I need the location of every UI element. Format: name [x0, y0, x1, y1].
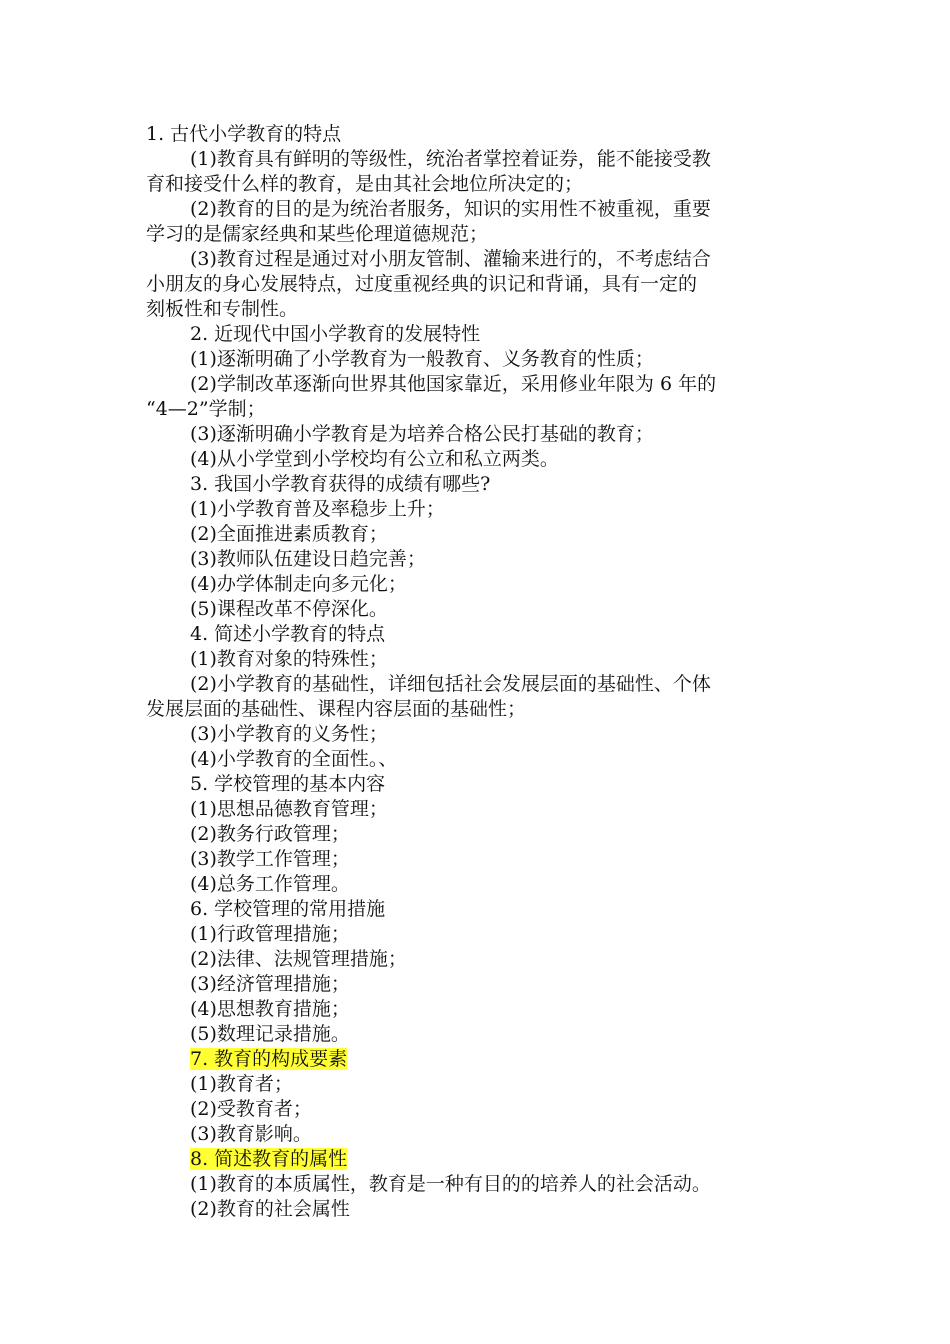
- line-text: (1)行政管理措施；: [190, 923, 350, 945]
- text-line: [146, 647, 811, 672]
- line-text: (4)小学教育的全面性。、: [190, 748, 398, 770]
- text-line: [146, 947, 811, 972]
- text-line: [146, 772, 811, 797]
- line-text: 小朋友的身心发展特点，过度重视经典的识记和背诵，具有一定的: [146, 273, 698, 295]
- line-text: (1)逐渐明确了小学教育为一般教育、义务教育的性质；: [190, 348, 654, 370]
- text-line: [146, 1172, 811, 1197]
- text-line: [146, 347, 811, 372]
- line-text: (3)教师队伍建设日趋完善；: [190, 548, 426, 570]
- line-text: (1)教育具有鲜明的等级性，统治者掌控着证券，能不能接受教: [190, 148, 711, 170]
- line-text: (2)受教育者；: [190, 1098, 312, 1120]
- text-line: [146, 672, 811, 697]
- line-text: 3. 我国小学教育获得的成绩有哪些?: [190, 473, 491, 495]
- line-text: 6. 学校管理的常用措施: [190, 898, 386, 920]
- line-text: 7. 教育的构成要素: [190, 1048, 348, 1070]
- text-line: [146, 222, 811, 247]
- line-text: (2)教育的社会属性: [190, 1198, 350, 1220]
- text-line: [146, 797, 811, 822]
- text-line: [146, 247, 811, 272]
- line-text: “4—2”学制；: [146, 398, 266, 420]
- line-text: 1. 古代小学教育的特点: [146, 123, 342, 145]
- text-line: [146, 322, 811, 347]
- line-text: 2. 近现代中国小学教育的发展特性: [190, 323, 481, 345]
- document-page: [146, 122, 811, 1222]
- line-text: 育和接受什么样的教育，是由其社会地位所决定的；: [146, 173, 584, 195]
- text-line: [146, 1022, 811, 1047]
- text-line: [146, 122, 811, 147]
- line-text: 5. 学校管理的基本内容: [190, 773, 386, 795]
- text-line: [146, 1097, 811, 1122]
- text-line: [146, 447, 811, 472]
- text-line: [146, 747, 811, 772]
- line-text: 4. 简述小学教育的特点: [190, 623, 386, 645]
- line-text: (2)教育的目的是为统治者服务，知识的实用性不被重视，重要: [190, 198, 711, 220]
- highlighted-heading-line: [146, 1047, 811, 1072]
- text-line: [146, 272, 811, 297]
- line-text: (2)法律、法规管理措施；: [190, 948, 407, 970]
- text-line: [146, 822, 811, 847]
- text-line: [146, 922, 811, 947]
- line-text: (3)教学工作管理；: [190, 848, 350, 870]
- text-line: [146, 497, 811, 522]
- text-line: [146, 722, 811, 747]
- line-text: (1)小学教育普及率稳步上升；: [190, 498, 445, 520]
- line-text: (1)教育的本质属性，教育是一种有目的的培养人的社会活动。: [190, 1173, 711, 1195]
- line-text: (2)全面推进素质教育；: [190, 523, 388, 545]
- line-text: 学习的是儒家经典和某些伦理道德规范；: [146, 223, 489, 245]
- text-line: [146, 472, 811, 497]
- line-text: (3)教育过程是通过对小朋友管制、灌输来进行的，不考虑结合: [190, 248, 711, 270]
- line-text: (1)思想品德教育管理；: [190, 798, 388, 820]
- line-text: (1)教育者；: [190, 1073, 293, 1095]
- text-line: [146, 397, 811, 422]
- line-text: (1)教育对象的特殊性；: [190, 648, 388, 670]
- text-line: [146, 622, 811, 647]
- line-text: (3)小学教育的义务性；: [190, 723, 388, 745]
- line-text: (2)教务行政管理；: [190, 823, 350, 845]
- line-text: (5)课程改革不停深化。: [190, 598, 388, 620]
- text-line: [146, 897, 811, 922]
- text-line: [146, 297, 811, 322]
- text-line: [146, 597, 811, 622]
- text-line: [146, 1122, 811, 1147]
- text-line: [146, 572, 811, 597]
- line-text: 8. 简述教育的属性: [190, 1148, 348, 1170]
- text-line: [146, 172, 811, 197]
- text-line: [146, 522, 811, 547]
- line-text: (2)学制改革逐渐向世界其他国家靠近，采用修业年限为 6 年的: [190, 373, 717, 395]
- line-text: 刻板性和专制性。: [146, 298, 299, 320]
- highlighted-heading-line: [146, 1147, 811, 1172]
- text-line: [146, 422, 811, 447]
- line-text: (3)经济管理措施；: [190, 973, 350, 995]
- line-text: (4)办学体制走向多元化；: [190, 573, 407, 595]
- line-text: (3)逐渐明确小学教育是为培养合格公民打基础的教育；: [190, 423, 654, 445]
- text-line: [146, 1197, 811, 1222]
- line-text: (4)从小学堂到小学校均有公立和私立两类。: [190, 448, 559, 470]
- text-line: [146, 1072, 811, 1097]
- text-line: [146, 872, 811, 897]
- text-line: [146, 372, 811, 397]
- line-text: (4)总务工作管理。: [190, 873, 350, 895]
- text-line: [146, 997, 811, 1022]
- text-line: [146, 847, 811, 872]
- line-text: (4)思想教育措施；: [190, 998, 350, 1020]
- text-line: [146, 147, 811, 172]
- text-line: [146, 197, 811, 222]
- line-text: (3)教育影响。: [190, 1123, 312, 1145]
- line-text: (5)数理记录措施。: [190, 1023, 350, 1045]
- line-text: 发展层面的基础性、课程内容层面的基础性；: [146, 698, 527, 720]
- text-line: [146, 697, 811, 722]
- line-text: (2)小学教育的基础性，详细包括社会发展层面的基础性、个体: [190, 673, 711, 695]
- text-line: [146, 547, 811, 572]
- text-line: [146, 972, 811, 997]
